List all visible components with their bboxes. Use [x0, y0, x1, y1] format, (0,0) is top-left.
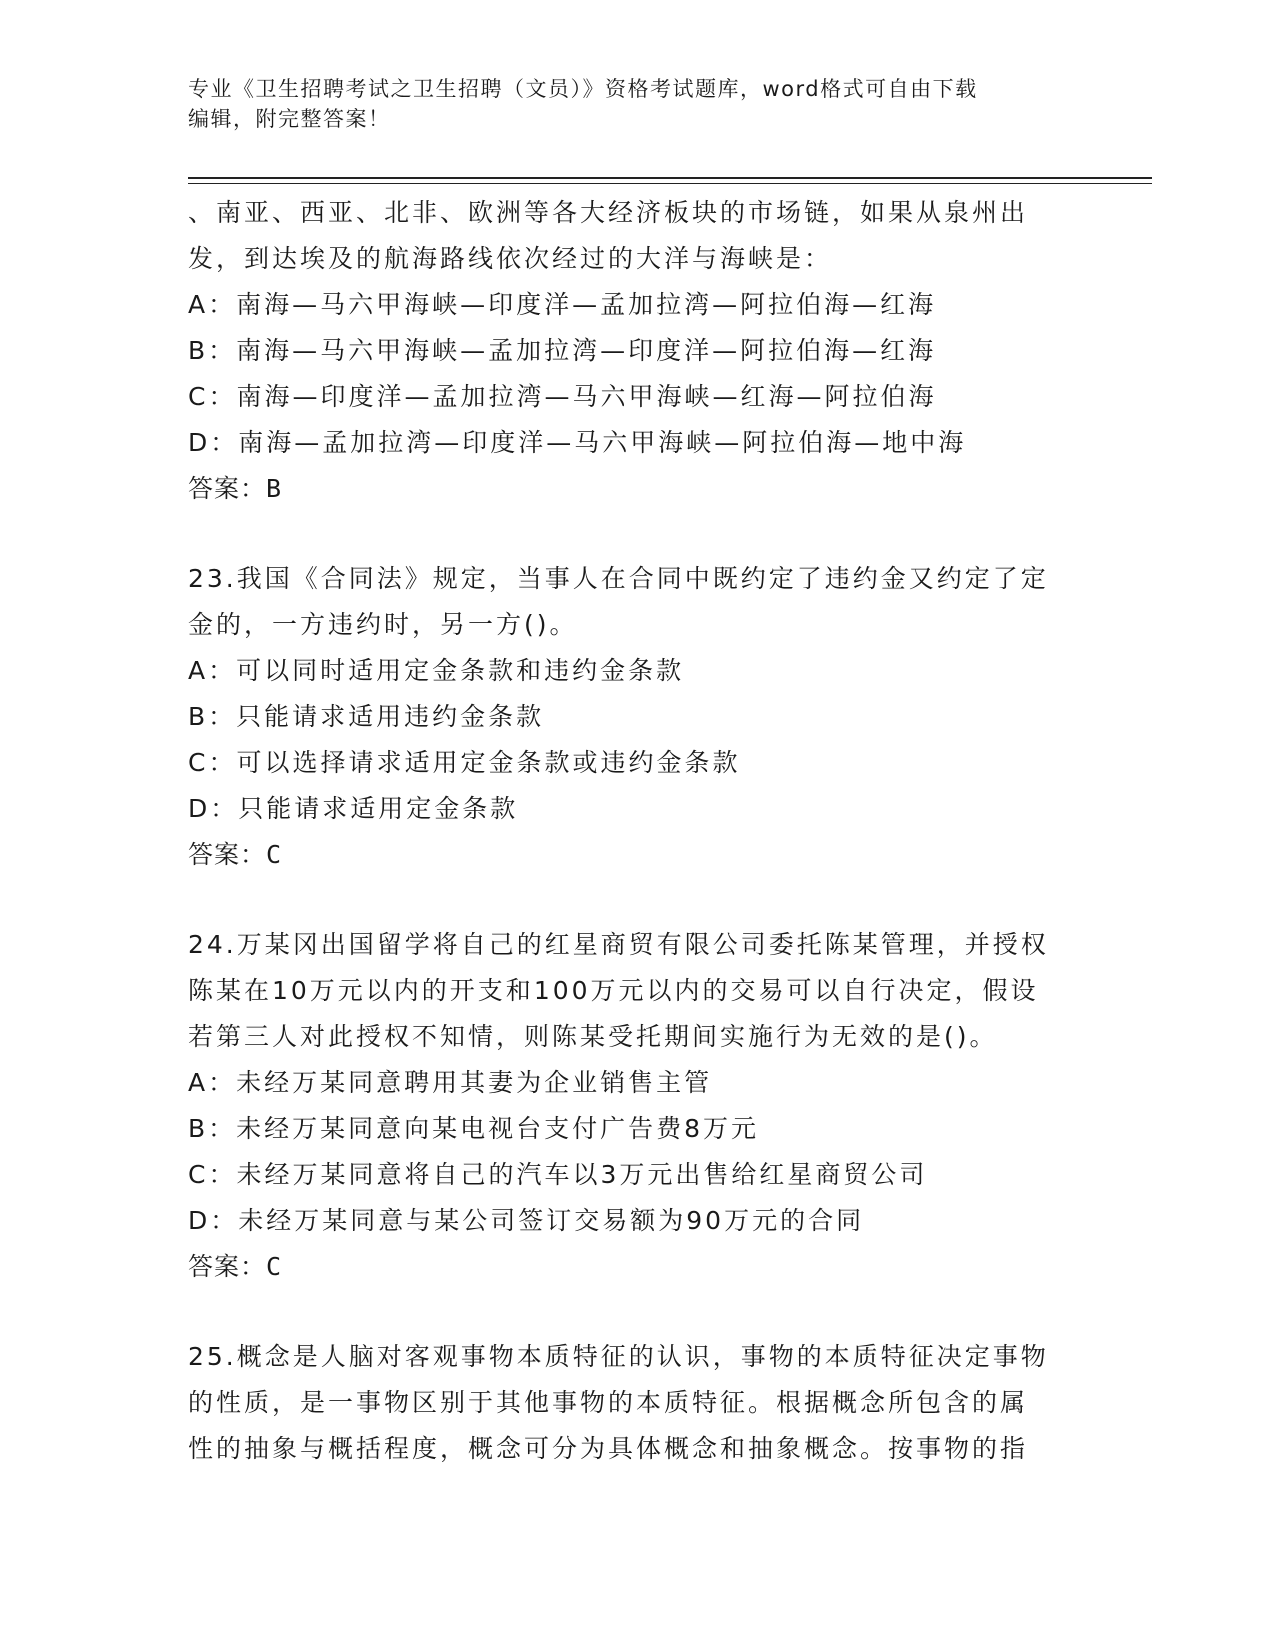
option-c: C：未经万某同意将自己的汽车以3万元出售给红星商贸公司 [188, 1160, 928, 1189]
option-d: D：未经万某同意与某公司签订交易额为90万元的合同 [188, 1206, 865, 1235]
option-b: B：未经万某同意向某电视台支付广告费8万元 [188, 1114, 760, 1143]
option-d: D：只能请求适用定金条款 [188, 794, 519, 823]
option-c: C：南海—印度洋—孟加拉湾—马六甲海峡—红海—阿拉伯海 [188, 382, 937, 411]
question-list [188, 190, 1088, 1472]
question-22 [188, 190, 1088, 512]
answer-value: B [266, 474, 283, 503]
option-c: C：可以选择请求适用定金条款或违约金条款 [188, 748, 741, 777]
header-divider-thin [188, 183, 1152, 184]
option-a: A：南海—马六甲海峡—印度洋—孟加拉湾—阿拉伯海—红海 [188, 290, 937, 319]
option-a: A：未经万某同意聘用其妻为企业销售主管 [188, 1068, 713, 1097]
header-line-1: 专业《卫生招聘考试之卫生招聘（文员）》资格考试题库，word格式可自由下载 [188, 77, 978, 101]
answer-line [188, 1244, 1088, 1290]
option-b: B：南海—马六甲海峡—孟加拉湾—印度洋—阿拉伯海—红海 [188, 336, 937, 365]
question-text-line: 发，到达埃及的航海路线依次经过的大洋与海峡是： [188, 244, 833, 273]
answer-label: 答案： [188, 840, 267, 869]
question-text-line: 金的，一方违约时，另一方()。 [188, 610, 578, 639]
question-text-line: 陈某在10万元以内的开支和100万元以内的交易可以自行决定，假设 [188, 976, 1039, 1005]
answer-value: C [266, 1252, 283, 1281]
question-text-line: 23.我国《合同法》规定，当事人在合同中既约定了违约金又约定了定 [188, 564, 1049, 593]
header-line-2: 编辑，附完整答案！ [188, 107, 391, 131]
answer-label: 答案： [188, 1252, 267, 1281]
question-text-line: 25.概念是人脑对客观事物本质特征的认识，事物的本质特征决定事物 [188, 1342, 1049, 1371]
answer-label: 答案： [188, 474, 267, 503]
answer-value: C [266, 840, 283, 869]
question-text-line: 、南亚、西亚、北非、欧洲等各大经济板块的市场链，如果从泉州出 [188, 198, 1029, 227]
answer-line [188, 832, 1088, 878]
question-text-line: 若第三人对此授权不知情，则陈某受托期间实施行为无效的是()。 [188, 1022, 998, 1051]
question-23 [188, 556, 1088, 878]
option-a: A：可以同时适用定金条款和违约金条款 [188, 656, 685, 685]
question-25 [188, 1334, 1088, 1472]
option-d: D：南海—孟加拉湾—印度洋—马六甲海峡—阿拉伯海—地中海 [188, 428, 967, 457]
question-text-line: 的性质，是一事物区别于其他事物的本质特征。根据概念所包含的属 [188, 1388, 1029, 1417]
question-text-line: 24.万某冈出国留学将自己的红星商贸有限公司委托陈某管理，并授权 [188, 930, 1049, 959]
question-text-line: 性的抽象与概括程度，概念可分为具体概念和抽象概念。按事物的指 [188, 1434, 1029, 1463]
question-24 [188, 922, 1088, 1290]
document-header [188, 74, 1088, 134]
answer-line [188, 466, 1088, 512]
header-divider-thick [188, 177, 1152, 179]
option-b: B：只能请求适用违约金条款 [188, 702, 545, 731]
